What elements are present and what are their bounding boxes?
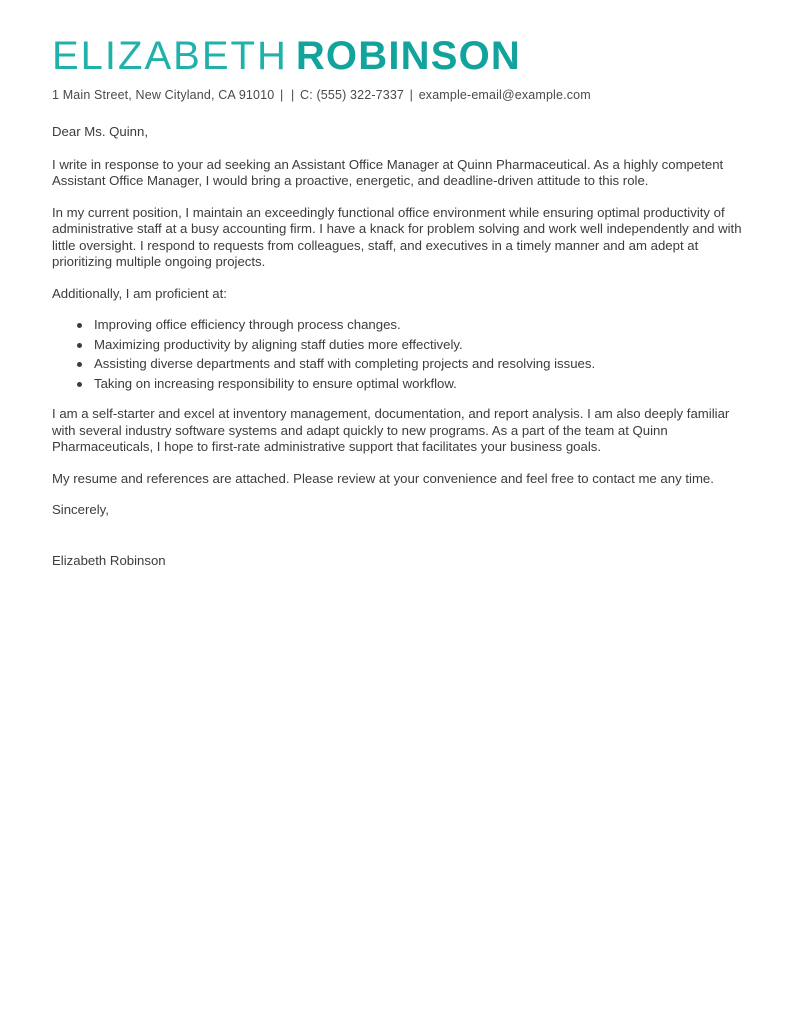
paragraph-4: I am a self-starter and excel at inventory management, documentation, and report analysis. I am also deeply familiar with several industry software systems and adapt quickly to new programs. As a part of the team at Quinn Pharmaceuticals, I hope to first-rate administrative support that facilitates your business goals. xyxy=(52,406,730,454)
list-item: Improving office efficiency through process changes. xyxy=(94,317,748,334)
salutation: Dear Ms. Quinn, xyxy=(52,124,149,139)
email-text: example-email@example.com xyxy=(418,88,591,102)
first-name: ELIZABETH xyxy=(52,34,288,78)
letterhead xyxy=(52,36,748,102)
contact-info xyxy=(52,88,748,102)
closing: Sincerely, xyxy=(52,502,109,517)
skills-list xyxy=(52,317,748,392)
separator-2: | xyxy=(291,88,295,102)
applicant-name xyxy=(52,36,748,76)
letter-body xyxy=(52,124,748,569)
address-text: 1 Main Street, New Cityland, CA 91010 xyxy=(52,88,275,102)
paragraph-1: I write in response to your ad seeking an Assistant Office Manager at Quinn Pharmaceutical. As a highly competent Assistant Office Manager, I would bring a proactive, energetic, and deadline-driven attitude to this role. xyxy=(52,156,724,188)
separator-1: | xyxy=(279,88,284,102)
last-name: ROBINSON xyxy=(295,34,522,78)
list-item: Taking on increasing responsibility to ensure optimal workflow. xyxy=(94,376,748,393)
paragraph-3: Additionally, I am proficient at: xyxy=(52,285,227,301)
list-item: Assisting diverse departments and staff with completing projects and resolving issues. xyxy=(94,356,748,373)
phone-text: C: (555) 322-7337 xyxy=(300,88,405,102)
list-item: Maximizing productivity by aligning staff duties more effectively. xyxy=(94,337,748,354)
signature-name: Elizabeth Robinson xyxy=(52,552,166,568)
paragraph-2: In my current position, I maintain an exceedingly functional office environment while ensuring optimal productivity of administrative staff at a busy accounting firm. I have a knack for problem solving and work well independently and with little oversight. I respond to requests from colleagues, staff, and executives in a timely manner and am adept at prioritizing multiple ongoing projects. xyxy=(52,204,742,269)
paragraph-5: My resume and references are attached. Please review at your convenience and feel free to contact me any time. xyxy=(52,470,714,486)
separator-3: | xyxy=(409,88,414,102)
